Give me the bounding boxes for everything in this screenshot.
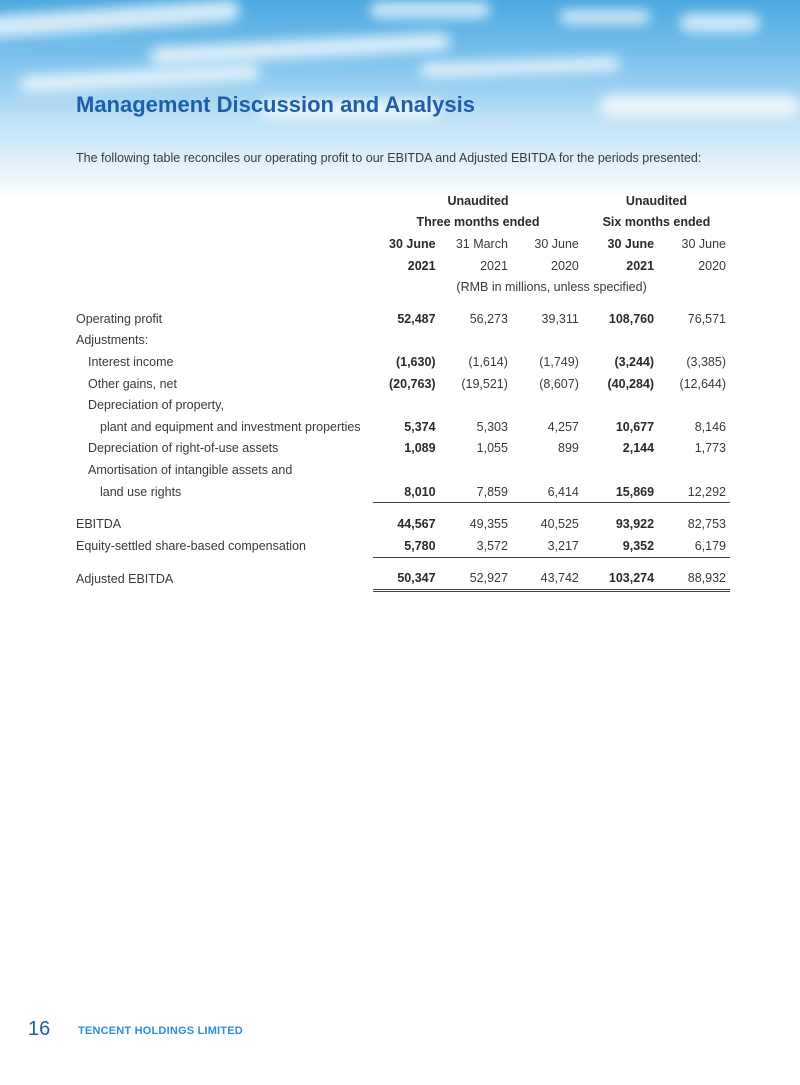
table-row — [70, 481, 730, 503]
row-label: plant and equipment and investment properties — [100, 419, 361, 434]
cell-value: (20,763) — [389, 376, 436, 391]
cell-value: (1,630) — [395, 354, 436, 369]
column-year: 2021 — [480, 258, 508, 273]
cell-value: 93,922 — [615, 517, 655, 532]
cloud-decoration — [370, 2, 490, 18]
table-row — [70, 416, 730, 438]
cell-value — [658, 330, 730, 352]
table-row — [70, 459, 730, 481]
cloud-decoration — [600, 95, 800, 117]
row-label: Other gains, net — [88, 376, 177, 391]
cell-value — [373, 459, 439, 481]
row-label: Adjustments: — [76, 333, 149, 348]
six-months-status: Unaudited — [625, 193, 687, 208]
cell-value: 6,414 — [512, 481, 583, 503]
cell-value — [440, 330, 512, 352]
cell-value — [440, 459, 512, 481]
cloud-decoration — [560, 10, 650, 24]
cell-value: (1,614) — [468, 354, 508, 369]
cell-value: (3,244) — [614, 354, 655, 369]
cell-value: 899 — [558, 441, 579, 456]
cell-value: 6,179 — [658, 535, 730, 557]
cell-value: 52,927 — [440, 568, 512, 591]
table-row — [70, 535, 730, 557]
cell-value — [583, 459, 658, 481]
cell-value: 4,257 — [547, 419, 579, 434]
cell-value: 3,572 — [440, 535, 512, 557]
table-row — [70, 438, 730, 460]
cell-value — [373, 330, 439, 352]
cell-value: 1,773 — [694, 441, 726, 456]
cell-value: (19,521) — [461, 376, 508, 391]
cell-value: (40,284) — [607, 376, 655, 391]
table-row — [70, 513, 730, 535]
row-label: Depreciation of property, — [88, 398, 224, 413]
cell-value: 82,753 — [687, 517, 726, 532]
unit-note-row — [70, 276, 730, 298]
cell-value: 44,567 — [397, 517, 436, 532]
cell-value: 5,780 — [373, 535, 439, 557]
cell-value: 7,859 — [440, 481, 512, 503]
cell-value: 5,303 — [476, 419, 508, 434]
column-date: 31 March — [455, 236, 508, 251]
cell-value — [658, 459, 730, 481]
cell-value: 52,487 — [397, 311, 436, 326]
cell-value: 5,374 — [404, 419, 436, 434]
cell-value: 8,146 — [694, 419, 726, 434]
cell-value: 9,352 — [583, 535, 658, 557]
cell-value — [583, 330, 658, 352]
row-label: Depreciation of right-of-use assets — [88, 441, 279, 456]
column-date: 30 June — [681, 236, 726, 251]
table-row — [70, 568, 730, 591]
cell-value: 76,571 — [687, 311, 726, 326]
column-year: 2020 — [551, 258, 579, 273]
cell-value: 88,932 — [658, 568, 730, 591]
cell-value: 50,347 — [373, 568, 439, 591]
unit-note: (RMB in millions, unless specified) — [456, 280, 647, 295]
column-year: 2021 — [626, 258, 655, 273]
company-name: TENCENT HOLDINGS LIMITED — [78, 1025, 243, 1037]
cell-value — [512, 330, 583, 352]
cell-value: (12,644) — [679, 376, 726, 391]
three-months-period: Three months ended — [416, 215, 540, 230]
table-row — [70, 351, 730, 373]
cloud-decoration — [150, 32, 451, 66]
column-date: 30 June — [607, 236, 655, 251]
cloud-decoration — [680, 14, 760, 32]
cell-value: (1,749) — [539, 354, 579, 369]
column-year: 2020 — [698, 258, 726, 273]
cell-value: 8,010 — [373, 481, 439, 503]
cell-value: 3,217 — [512, 535, 583, 557]
row-label: Equity-settled share-based compensation — [76, 538, 306, 553]
cell-value: 12,292 — [658, 481, 730, 503]
cell-value: 49,355 — [469, 517, 508, 532]
ebitda-reconciliation-table — [70, 190, 730, 592]
page-number: 16 — [28, 1018, 51, 1040]
cloud-decoration — [20, 64, 261, 93]
row-label: EBITDA — [76, 517, 122, 532]
cell-value: 15,869 — [583, 481, 658, 503]
table-row — [70, 394, 730, 416]
six-months-period: Six months ended — [602, 215, 711, 230]
table-row — [70, 373, 730, 395]
cell-value: 2,144 — [622, 441, 655, 456]
row-label: Adjusted EBITDA — [76, 572, 174, 587]
cell-value — [440, 394, 512, 416]
three-months-status: Unaudited — [447, 193, 509, 208]
column-date: 30 June — [534, 236, 579, 251]
row-label: Amortisation of intangible assets and — [88, 462, 293, 477]
table-row — [70, 330, 730, 352]
intro-text: The following table reconciles our operating profit to our EBITDA and Adjusted EBITDA for the periods presented: — [76, 151, 702, 165]
cell-value — [373, 394, 439, 416]
cloud-decoration — [420, 57, 620, 78]
cell-value: (3,385) — [686, 354, 726, 369]
cell-value — [512, 394, 583, 416]
cell-value: 1,089 — [404, 441, 436, 456]
cell-value: 108,760 — [608, 311, 655, 326]
row-label: Operating profit — [76, 311, 163, 326]
column-year: 2021 — [407, 258, 436, 273]
header-row-period — [70, 212, 730, 234]
cell-value — [583, 394, 658, 416]
cell-value: 39,311 — [541, 311, 579, 326]
table-row — [70, 308, 730, 330]
header-row-years — [70, 255, 730, 277]
cell-value: 56,273 — [469, 311, 508, 326]
cell-value: 43,742 — [512, 568, 583, 591]
cell-value — [512, 459, 583, 481]
header-row-dates — [70, 233, 730, 255]
page-title: Management Discussion and Analysis — [76, 92, 475, 117]
cell-value: 40,525 — [540, 517, 579, 532]
cell-value — [658, 394, 730, 416]
cell-value: 1,055 — [476, 441, 508, 456]
cloud-decoration — [0, 0, 240, 39]
row-label: land use rights — [100, 484, 182, 499]
header-row-status — [70, 190, 730, 212]
cell-value: 103,274 — [583, 568, 658, 591]
row-label: Interest income — [88, 354, 174, 369]
cell-value: (8,607) — [539, 376, 579, 391]
cell-value: 10,677 — [615, 419, 655, 434]
column-date: 30 June — [389, 236, 436, 251]
